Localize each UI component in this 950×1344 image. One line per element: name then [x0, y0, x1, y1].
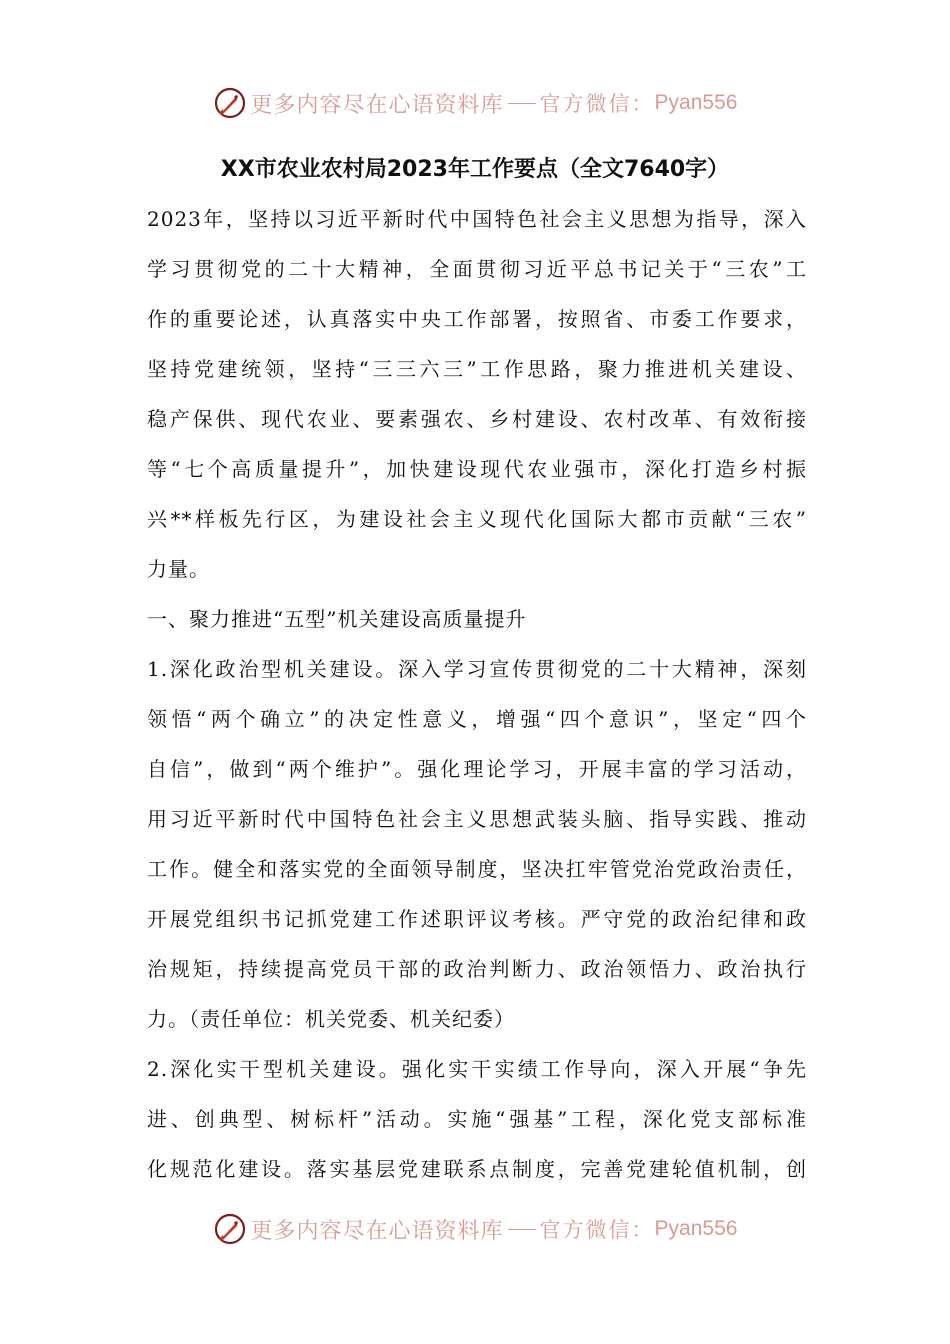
- body-line: 作的重要论述，认真落实中央工作部署，按照省、市委工作要求，: [147, 307, 807, 331]
- body-line: 1.深化政治型机关建设。深入学习宣传贯彻党的二十大精神，深刻: [147, 657, 807, 681]
- body-line: 进、创典型、树标杆”活动。实施“强基”工程，深化党支部标准: [147, 1107, 807, 1131]
- watermark-banner-top: [0, 82, 950, 124]
- body-line: 力。（责任单位：机关党委、机关纪委）: [147, 1007, 515, 1031]
- body-line: 稳产保供、现代农业、要素强农、乡村建设、农村改革、有效衔接: [147, 407, 807, 431]
- wechat-id: Pyan556: [654, 1217, 738, 1240]
- body-line: 力量。: [147, 557, 210, 581]
- body-line: 兴**样板先行区，为建设社会主义现代化国际大都市贡献“三农”: [147, 507, 807, 531]
- body-line: 化规范化建设。落实基层党建联系点制度，完善党建轮值机制，创: [147, 1157, 807, 1181]
- watermark-text: 更多内容尽在心语资料库: [250, 92, 504, 118]
- body-line: 学习贯彻党的二十大精神，全面贯彻习近平总书记关于“三农”工: [147, 257, 807, 281]
- document-body: [147, 194, 807, 1194]
- watermark-banner-bottom: [0, 1208, 950, 1250]
- watermark-dash: [508, 1229, 536, 1230]
- document-title: XX市农业农村局2023年工作要点（全文7640字）: [220, 157, 730, 182]
- watermark-dash: [508, 103, 536, 104]
- body-line: 2023年，坚持以习近平新时代中国特色社会主义思想为指导，深入: [147, 207, 807, 231]
- fountain-pen-logo-icon: [213, 86, 247, 120]
- body-line: 等“七个高质量提升”，加快建设现代农业强市，深化打造乡村振: [147, 457, 807, 481]
- body-line: 治规矩，持续提高党员干部的政治判断力、政治领悟力、政治执行: [147, 957, 807, 981]
- body-line: 2.深化实干型机关建设。强化实干实绩工作导向，深入开展“争先: [147, 1057, 807, 1081]
- wechat-label: 官方微信：: [539, 1218, 655, 1242]
- watermark-text: 更多内容尽在心语资料库: [250, 1218, 504, 1244]
- body-line: 领悟“两个确立”的决定性意义，增强“四个意识”，坚定“四个: [147, 707, 807, 731]
- body-line: 坚持党建统领，坚持“三三六三”工作思路，聚力推进机关建设、: [147, 357, 807, 381]
- section-heading: 一、聚力推进“五型”机关建设高质量提升: [147, 607, 527, 631]
- fountain-pen-logo-icon: [213, 1212, 247, 1246]
- body-line: 自信”，做到“两个维护”。强化理论学习，开展丰富的学习活动，: [147, 757, 807, 781]
- body-line: 开展党组织书记抓党建工作述职评议考核。严守党的政治纪律和政: [147, 907, 807, 931]
- wechat-label: 官方微信：: [539, 92, 655, 116]
- body-line: 用习近平新时代中国特色社会主义思想武装头脑、指导实践、推动: [147, 807, 807, 831]
- body-line: 工作。健全和落实党的全面领导制度，坚决扛牢管党治党政治责任，: [147, 857, 807, 881]
- wechat-id: Pyan556: [654, 91, 738, 114]
